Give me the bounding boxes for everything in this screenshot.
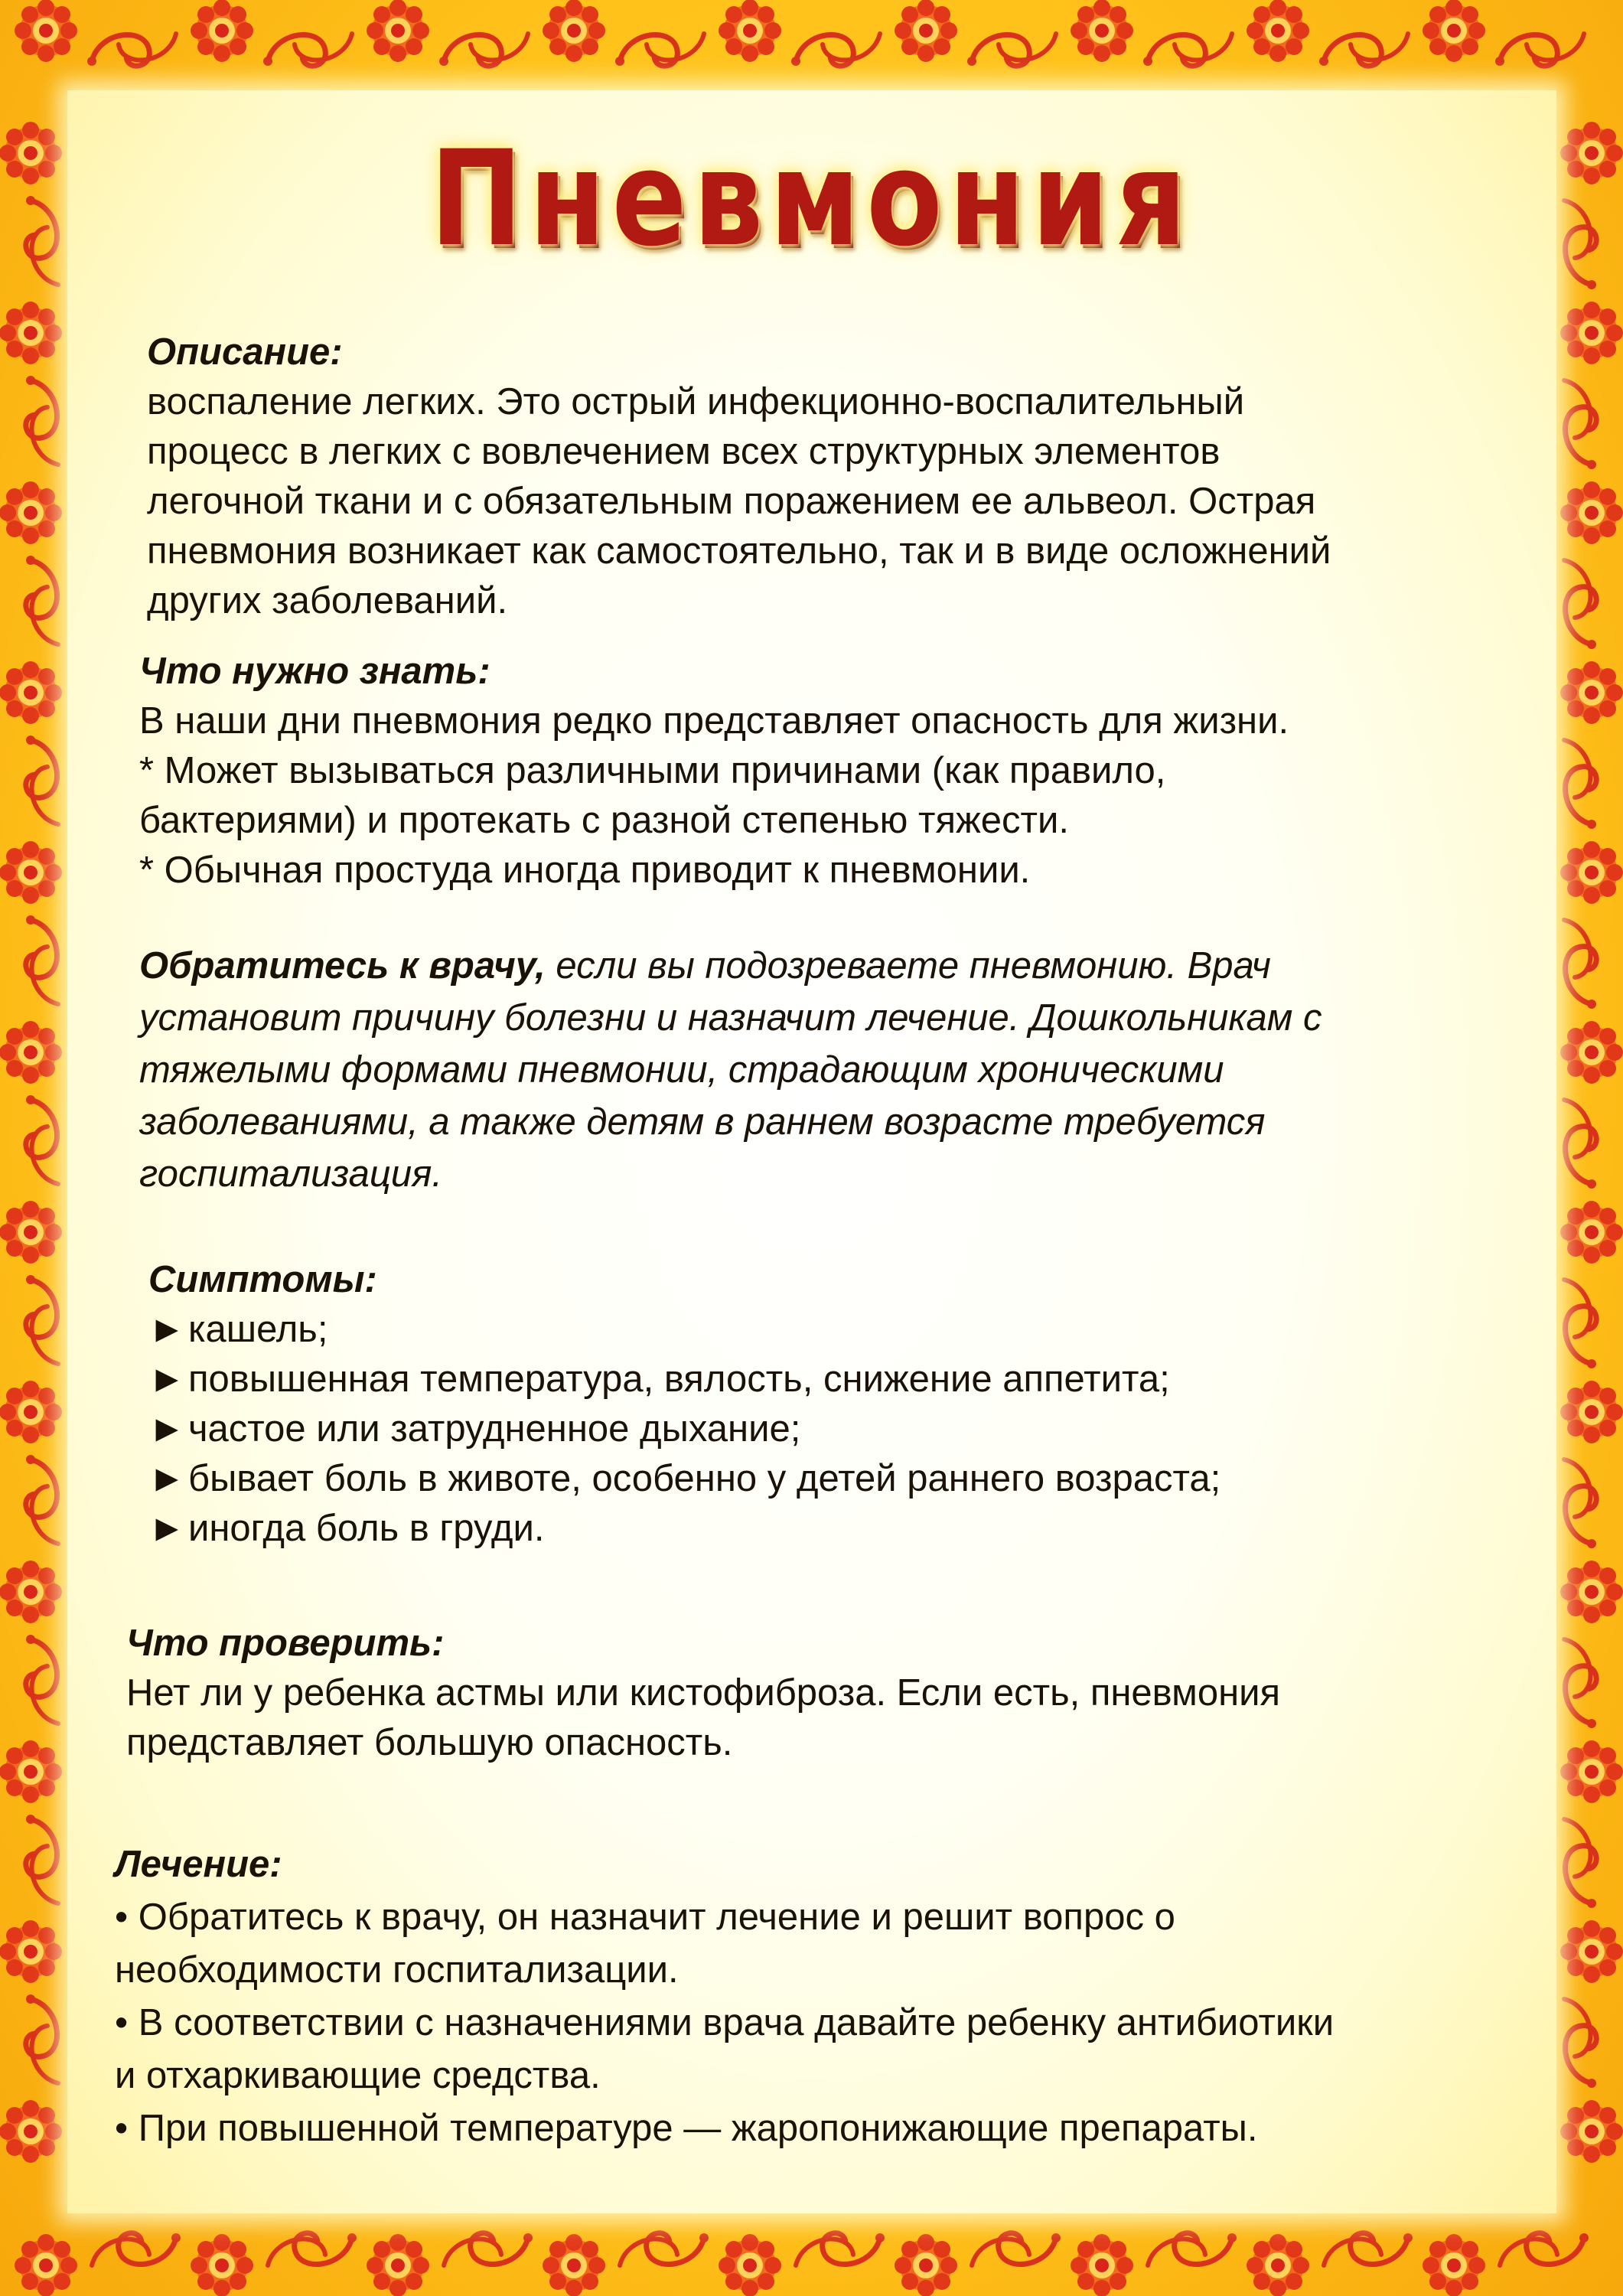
flower-ornament-icon [1423, 2234, 1485, 2296]
flower-ornament-icon [543, 0, 605, 62]
flower-ornament-icon [191, 0, 253, 62]
symptom-item: ►иногда боль в груди. [148, 1504, 1221, 1554]
symptom-item: ►частое или затрудненное дыхание; [148, 1404, 1221, 1454]
swirl-ornament-icon [796, 2233, 885, 2265]
swirl-ornament-icon [26, 1815, 58, 1903]
flower-ornament-icon [0, 1920, 62, 1983]
treatment-line: необходимости госпитализации. [115, 1949, 679, 1991]
flower-ornament-icon [0, 1381, 62, 1443]
swirl-ornament-icon [1564, 201, 1596, 289]
swirl-ornament-icon [615, 34, 704, 66]
check-heading: Что проверить: [126, 1623, 445, 1664]
triangle-bullet-icon: ► [148, 1508, 186, 1549]
swirl-ornament-icon [1564, 1999, 1596, 2088]
flower-ornament-icon [1560, 1381, 1623, 1443]
flower-ornament-icon [1423, 0, 1485, 62]
flower-ornament-icon [0, 661, 62, 724]
swirl-ornament-icon [1564, 1819, 1596, 1908]
check-section [126, 1619, 1280, 1768]
swirl-ornament-icon [1564, 560, 1596, 649]
flower-ornament-icon [1560, 122, 1623, 184]
flower-ornament-icon [1560, 661, 1623, 724]
swirl-ornament-icon [1564, 1280, 1596, 1368]
swirl-ornament-icon [1319, 34, 1408, 66]
symptom-item: ►повышенная температура, вялость, снижение аппетита; [148, 1355, 1221, 1404]
check-line: Нет ли у ребенка астмы или кистофиброза. Если есть, пневмония [126, 1672, 1281, 1714]
swirl-ornament-icon [1564, 380, 1596, 469]
description-line: пневмония возникает как самостоятельно, так и в виде осложнений [147, 530, 1331, 572]
flower-ornament-icon [1560, 2100, 1623, 2163]
flower-ornament-icon [0, 1561, 62, 1623]
flower-ornament-icon [0, 1021, 62, 1084]
flower-ornament-icon [15, 2234, 77, 2296]
swirl-ornament-icon [26, 196, 58, 285]
symptoms-heading: Симптомы: [148, 1259, 377, 1300]
swirl-ornament-icon [972, 2233, 1061, 2265]
treatment-heading: Лечение: [115, 1844, 282, 1885]
doctor-section [139, 940, 1322, 1200]
swirl-ornament-icon [1500, 2233, 1589, 2265]
triangle-bullet-icon: ► [148, 1408, 186, 1450]
treatment-line: • В соответствии с назначениями врача давайте ребенку антибиотики [115, 2002, 1335, 2043]
swirl-ornament-icon [444, 2233, 533, 2265]
description-line: других заболеваний. [147, 580, 508, 621]
swirl-ornament-icon [26, 915, 58, 1004]
flower-ornament-icon [1560, 1021, 1623, 1084]
swirl-ornament-icon [1495, 34, 1584, 66]
check-line: представляет большую опасность. [126, 1722, 733, 1763]
description-line: процесс в легких с вовлечением всех структурных элементов [147, 431, 1221, 472]
doctor-first-line-rest: если вы подозреваете пневмонию. Врач [545, 945, 1271, 987]
flower-ornament-icon [191, 2234, 253, 2296]
description-heading: Описание: [147, 331, 343, 373]
doctor-first-line [139, 940, 1322, 992]
flower-ornament-icon [0, 302, 62, 364]
flower-ornament-icon [1247, 2234, 1309, 2296]
swirl-ornament-icon [1143, 34, 1232, 66]
triangle-bullet-icon: ► [148, 1458, 186, 1499]
page-title: Пневмония [430, 122, 1193, 276]
flower-ornament-icon [895, 0, 957, 62]
swirl-ornament-icon [1564, 920, 1596, 1009]
swirl-ornament-icon [26, 1095, 58, 1184]
description-line: легочной ткани и с обязательным поражением ее альвеол. Острая [147, 481, 1316, 522]
treatment-line: • Обратитесь к врачу, он назначит лечение и решит вопрос о [115, 1896, 1175, 1938]
flower-ornament-icon [1560, 841, 1623, 904]
doctor-line: заболеваниями, а также детям в раннем возрасте требуется [139, 1101, 1266, 1143]
know-section [139, 647, 1289, 895]
swirl-ornament-icon [1148, 2233, 1237, 2265]
know-heading: Что нужно знать: [139, 651, 490, 692]
swirl-ornament-icon [791, 34, 880, 66]
flower-ornament-icon [1560, 1740, 1623, 1803]
swirl-ornament-icon [1564, 1459, 1596, 1548]
flower-ornament-icon [367, 0, 429, 62]
flower-ornament-icon [1071, 2234, 1133, 2296]
swirl-ornament-icon [26, 1275, 58, 1364]
flower-ornament-icon [1247, 0, 1309, 62]
symptom-item: ►кашель; [148, 1305, 1221, 1355]
swirl-ornament-icon [92, 2233, 181, 2265]
flower-ornament-icon [895, 2234, 957, 2296]
treatment-line: и отхаркивающие средства. [115, 2055, 601, 2096]
flower-ornament-icon [0, 122, 62, 184]
doctor-line: установит причину болезни и назначит лечение. Дошкольникам с [139, 997, 1322, 1039]
treatment-line: • При повышенной температуре — жаропонижающие препараты. [115, 2108, 1258, 2149]
description-line: воспаление легких. Это острый инфекционно-воспалительный [147, 381, 1245, 422]
swirl-ornament-icon [1324, 2233, 1413, 2265]
swirl-ornament-icon [1564, 740, 1596, 829]
flower-ornament-icon [0, 841, 62, 904]
symptoms-section [148, 1255, 1221, 1554]
flower-ornament-icon [1071, 0, 1133, 62]
flower-ornament-icon [0, 481, 62, 544]
swirl-ornament-icon [268, 2233, 357, 2265]
flower-ornament-icon [367, 2234, 429, 2296]
swirl-ornament-icon [26, 376, 58, 465]
swirl-ornament-icon [1564, 1639, 1596, 1728]
swirl-ornament-icon [967, 34, 1056, 66]
flower-ornament-icon [0, 1201, 62, 1264]
doctor-line: тяжелыми формами пневмонии, страдающим хроническими [139, 1049, 1224, 1091]
swirl-ornament-icon [439, 34, 528, 66]
swirl-ornament-icon [87, 34, 176, 66]
symptom-item: ►бывает боль в животе, особенно у детей раннего возраста; [148, 1454, 1221, 1504]
swirl-ornament-icon [26, 735, 58, 824]
flower-ornament-icon [0, 1740, 62, 1803]
swirl-ornament-icon [26, 1994, 58, 2083]
triangle-bullet-icon: ► [148, 1309, 186, 1350]
swirl-ornament-icon [1564, 1100, 1596, 1189]
flower-ornament-icon [15, 0, 77, 62]
flower-ornament-icon [543, 2234, 605, 2296]
swirl-ornament-icon [26, 1635, 58, 1724]
flower-ornament-icon [719, 0, 781, 62]
flower-ornament-icon [0, 2100, 62, 2163]
flower-ornament-icon [1560, 1201, 1623, 1264]
swirl-ornament-icon [26, 1455, 58, 1544]
know-line: В наши дни пневмония редко представляет опасность для жизни. [139, 700, 1289, 742]
treatment-section [115, 1838, 1334, 2155]
swirl-ornament-icon [26, 556, 58, 644]
know-line: бактериями) и протекать с разной степенью тяжести. [139, 800, 1069, 841]
flower-ornament-icon [1560, 481, 1623, 544]
doctor-lead: Обратитесь к врачу, [139, 945, 546, 987]
flower-ornament-icon [1560, 302, 1623, 364]
know-line: * Обычная простуда иногда приводит к пневмонии. [139, 850, 1031, 891]
swirl-ornament-icon [263, 34, 352, 66]
triangle-bullet-icon: ► [148, 1358, 186, 1400]
doctor-line: госпитализация. [139, 1153, 442, 1195]
swirl-ornament-icon [620, 2233, 709, 2265]
description-section [147, 328, 1331, 626]
flower-ornament-icon [1560, 1561, 1623, 1623]
flower-ornament-icon [1560, 1920, 1623, 1983]
know-line: * Может вызываться различными причинами (как правило, [139, 750, 1166, 791]
flower-ornament-icon [719, 2234, 781, 2296]
